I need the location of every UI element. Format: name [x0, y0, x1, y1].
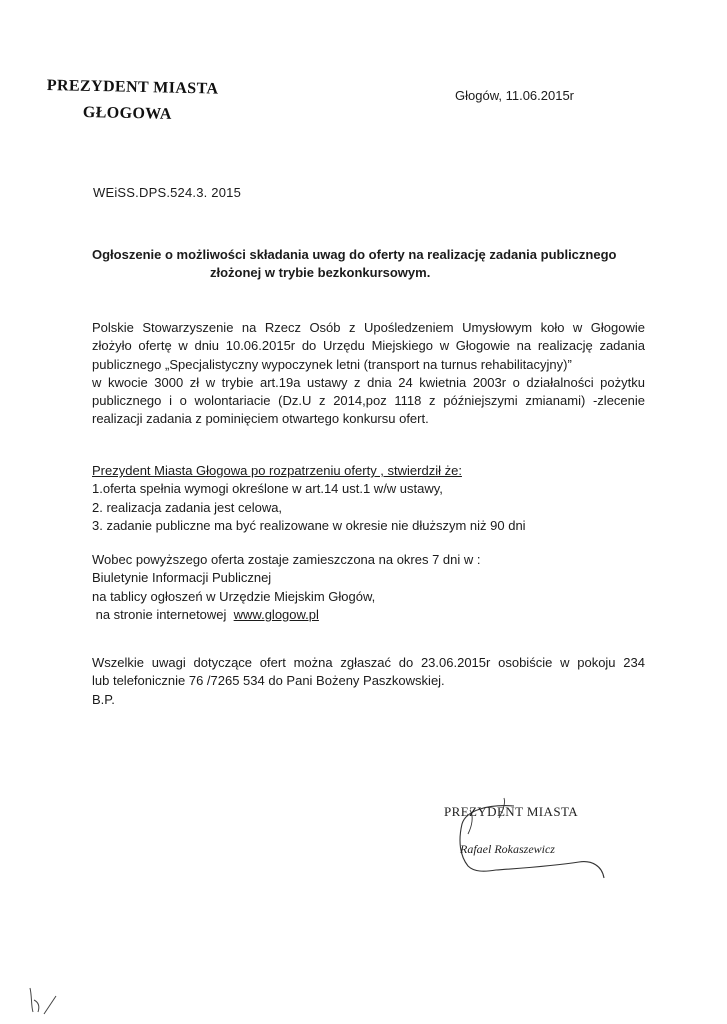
- remarks-line: lub telefonicznie 76 /7265 534 do Pani Bożeny Paszkowskiej.: [92, 673, 445, 689]
- signature-scribble: [444, 786, 624, 886]
- paragraph-line: w kwocie 3000 zł w trybie art.19a ustawy z dnia 24 kwietnia 2003r o działalności pożytku: [92, 374, 645, 390]
- document-date: Głogów, 11.06.2015r: [455, 88, 575, 103]
- remarks-section: [92, 654, 645, 709]
- handwritten-mark-icon: [26, 978, 76, 1018]
- handwritten-mark: [26, 978, 76, 1018]
- remarks-line: Wszelkie uwagi dotyczące ofert można zgłaszać do 23.06.2015r osobiście w pokoju 234: [92, 655, 645, 670]
- paragraph-line: realizacji zadania z pominięciem otwartego konkursu ofert.: [92, 411, 429, 427]
- publication-section: [92, 551, 481, 624]
- document-title: [92, 246, 652, 282]
- issuer-title-line2: GŁOGOWA: [82, 104, 173, 123]
- findings-item: 2. realizacja zadania jest celowa,: [92, 499, 283, 515]
- findings-section: [92, 462, 526, 535]
- title-line-1: Ogłoszenie o możliwości składania uwag do oferty na realizację zadania publicznego: [92, 247, 617, 262]
- title-line-2: złożonej w trybie bezkonkursowym.: [210, 265, 431, 280]
- offer-paragraph: [92, 319, 645, 429]
- signature-stamp: [444, 786, 624, 886]
- reference-number: WEiSS.DPS.524.3. 2015: [93, 185, 241, 200]
- paragraph-line: publicznego „Specjalistyczny wypoczynek letni (transport na turnus rehabilitacyjny)”: [92, 356, 572, 372]
- paragraph-line: złożyło ofertę w dniu 10.06.2015r do Urzędu Miejskiego w Głogowie na realizację zadania: [92, 338, 645, 354]
- publication-place: na tablicy ogłoszeń w Urzędzie Miejskim Głogów,: [92, 588, 376, 604]
- initials: B.P.: [92, 691, 115, 707]
- web-prefix: na stronie internetowej: [92, 606, 234, 622]
- publication-intro: Wobec powyższego oferta zostaje zamieszczona na okres 7 dni w :: [92, 552, 481, 567]
- paragraph-line: Polskie Stowarzyszenie na Rzecz Osób z Upośledzeniem Umysłowym koło w Głogowie: [92, 320, 645, 335]
- findings-item: 1.oferta spełnia wymogi określone w art.14 ust.1 w/w ustawy,: [92, 481, 443, 497]
- stamp-name: Rafael Rokaszewicz: [460, 842, 555, 856]
- findings-heading: Prezydent Miasta Głogowa po rozpatrzeniu oferty , stwierdził że:: [92, 463, 462, 478]
- paragraph-line: publicznego i o wolontariacie (Dz.U z 2014,poz 1118 z późniejszymi zmianami) -zlecenie: [92, 393, 645, 409]
- publication-place: Biuletynie Informacji Publicznej: [92, 570, 272, 586]
- findings-item: 3. zadanie publiczne ma być realizowane w okresie nie dłuższym niż 90 dni: [92, 517, 526, 533]
- stamp-title: PREZYDENT MIASTA: [444, 804, 579, 819]
- publication-web: [92, 606, 481, 624]
- website-link[interactable]: www.glogow.pl: [233, 606, 319, 622]
- issuer-title-line1: PREZYDENT MIASTA: [46, 77, 219, 98]
